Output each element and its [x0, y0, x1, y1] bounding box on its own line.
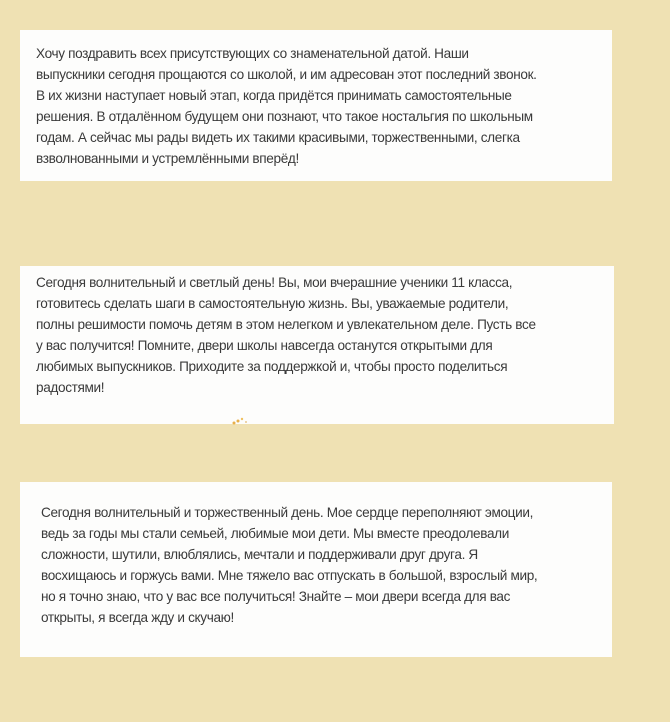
text-line: открыты, я всегда жду и скучаю!: [41, 610, 234, 625]
text-line: Хочу поздравить всех присутствующих со знаменательной датой. Наши: [36, 46, 469, 61]
text-line: радостями!: [36, 380, 105, 395]
text-line: взволнованными и устремлёнными вперёд!: [36, 151, 299, 166]
text-line: ведь за годы мы стали семьей, любимые мои дети. Мы вместе преодолевали: [41, 526, 509, 541]
decorative-leaf-icon: [228, 416, 268, 426]
greeting-card-2: [20, 266, 614, 424]
text-line: В их жизни наступает новый этап, когда придётся принимать самостоятельные: [36, 88, 512, 103]
text-line: сложности, шутили, влюблялись, мечтали и поддерживали друг друга. Я: [41, 547, 478, 562]
text-line: у вас получится! Помните, двери школы навсегда останутся открытыми для: [36, 338, 493, 353]
text-line: Сегодня волнительный и светлый день! Вы, мои вчерашние ученики 11 класса,: [36, 275, 513, 290]
text-line: любимых выпускников. Приходите за поддержкой и, чтобы просто поделиться: [36, 359, 508, 374]
text-line: решения. В отдалённом будущем они познают, что такое ностальгия по школьным: [36, 109, 533, 124]
text-line: восхищаюсь и горжусь вами. Мне тяжело вас отпускать в большой, взрослый мир,: [41, 568, 538, 583]
text-line: Сегодня волнительный и торжественный день. Мое сердце переполняют эмоции,: [41, 505, 534, 520]
text-line: готовитесь сделать шаги в самостоятельную жизнь. Вы, уважаемые родители,: [36, 296, 509, 311]
text-line: полны решимости помочь детям в этом нелегком и увлекательном деле. Пусть все: [36, 317, 536, 332]
text-line: выпускники сегодня прощаются со школой, и им адресован этот последний звонок.: [36, 67, 537, 82]
greeting-card-1: [20, 30, 612, 181]
text-line: но я точно знаю, что у вас все получиться! Знайте – мои двери всегда для вас: [41, 589, 511, 604]
text-line: годам. А сейчас мы рады видеть их такими красивыми, торжественными, слегка: [36, 130, 520, 145]
greeting-card-3: [20, 482, 612, 657]
